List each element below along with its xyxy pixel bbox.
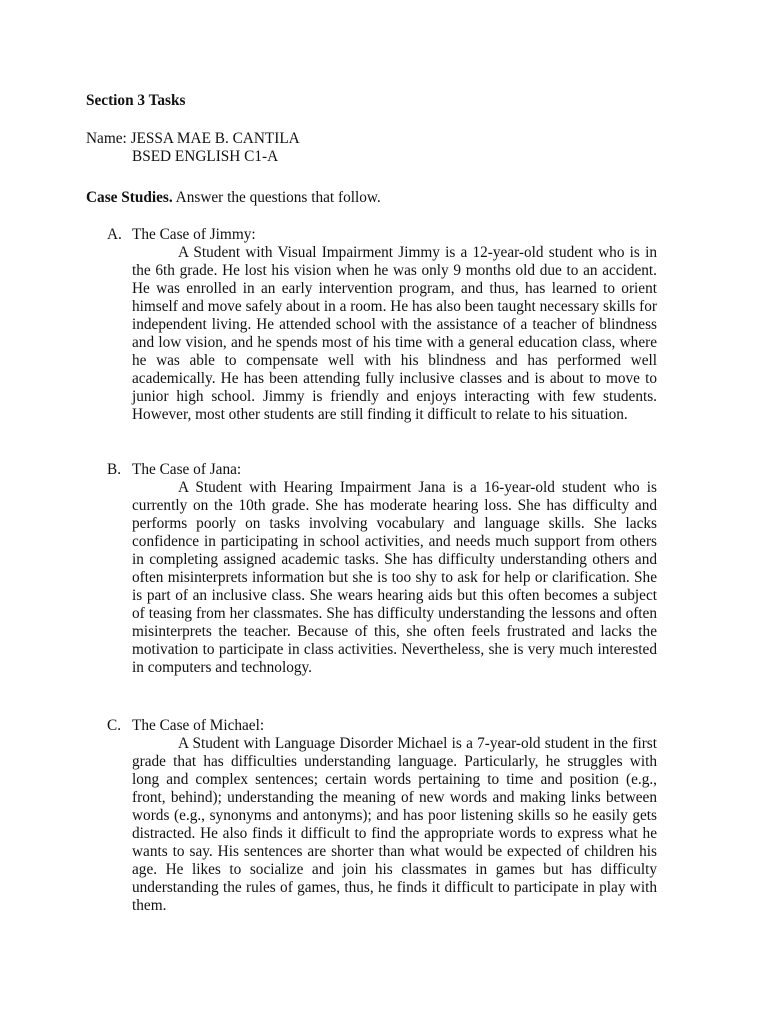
instructions [86, 189, 381, 207]
case-letter: A. [107, 226, 122, 243]
section-heading: Section 3 Tasks [86, 92, 186, 109]
case-title-row [107, 461, 657, 479]
instructions-text: Answer the questions that follow. [172, 189, 381, 206]
case-title: The Case of Michael: [132, 717, 265, 734]
case-title: The Case of Jimmy: [132, 226, 256, 243]
case-jimmy [107, 226, 657, 424]
case-paragraph: A Student with Visual Impairment Jimmy is a 12-year-old student who is in the 6th grade. He lost his vision when he was only 9 months old due to an accident. He was enrolled in an early intervention program, and thus, has learned to orient himself and move safely about in a room. He has also been taught necessary skills for independent living. He attended school with the assistance of a teacher of blindness and low vision, and he spends most of his time with a general education class, where he was able to compensate well with his blindness and has performed well academically. He has been attending fully inclusive classes and is about to move to junior high school. Jimmy is friendly and enjoys interacting with few students. However, most other students are still finding it difficult to relate to his situation. [132, 244, 657, 423]
case-michael [107, 717, 657, 915]
case-title-row [107, 226, 657, 244]
case-paragraph: A Student with Hearing Impairment Jana is a 16-year-old student who is currently on the 10th grade. She has moderate hearing loss. She has difficulty and performs poorly on tasks involving vocabulary and language skills. She lacks confidence in participating in school activities, and needs much support from others in completing assigned academic tasks. She has difficulty understanding others and often misinterprets information but she is too shy to ask for help or clarification. She is part of an inclusive class. She wears hearing aids but this often becomes a subject of teasing from her classmates. She has difficulty understanding the lessons and often misinterprets the teacher. Because of this, she often feels frustrated and lacks the motivation to participate in class activities. Nevertheless, she is very much interested in computers and technology. [132, 479, 657, 676]
instructions-label: Case Studies. [86, 189, 173, 206]
case-title: The Case of Jana: [132, 461, 242, 478]
student-course: BSED ENGLISH C1-A [132, 148, 279, 165]
case-jana [107, 461, 657, 677]
student-name: Name: JESSA MAE B. CANTILA [86, 130, 300, 147]
case-letter: B. [107, 461, 122, 478]
case-title-row [107, 717, 657, 735]
case-letter: C. [107, 717, 122, 734]
case-paragraph: A Student with Language Disorder Michael is a 7-year-old student in the first grade that has difficulties understanding language. Particularly, he struggles with long and complex sentences; certain words pertaining to time and position (e.g., front, behind); understanding the meaning of new words and making links between words (e.g., synonyms and antonyms); and has poor listening skills so he easily gets distracted. He also finds it difficult to find the appropriate words to express what he wants to say. His sentences are shorter than what would be expected of children his age. He likes to socialize and join his classmates in games but has difficulty understanding the rules of games, thus, he finds it difficult to participate in play with them. [132, 735, 657, 914]
